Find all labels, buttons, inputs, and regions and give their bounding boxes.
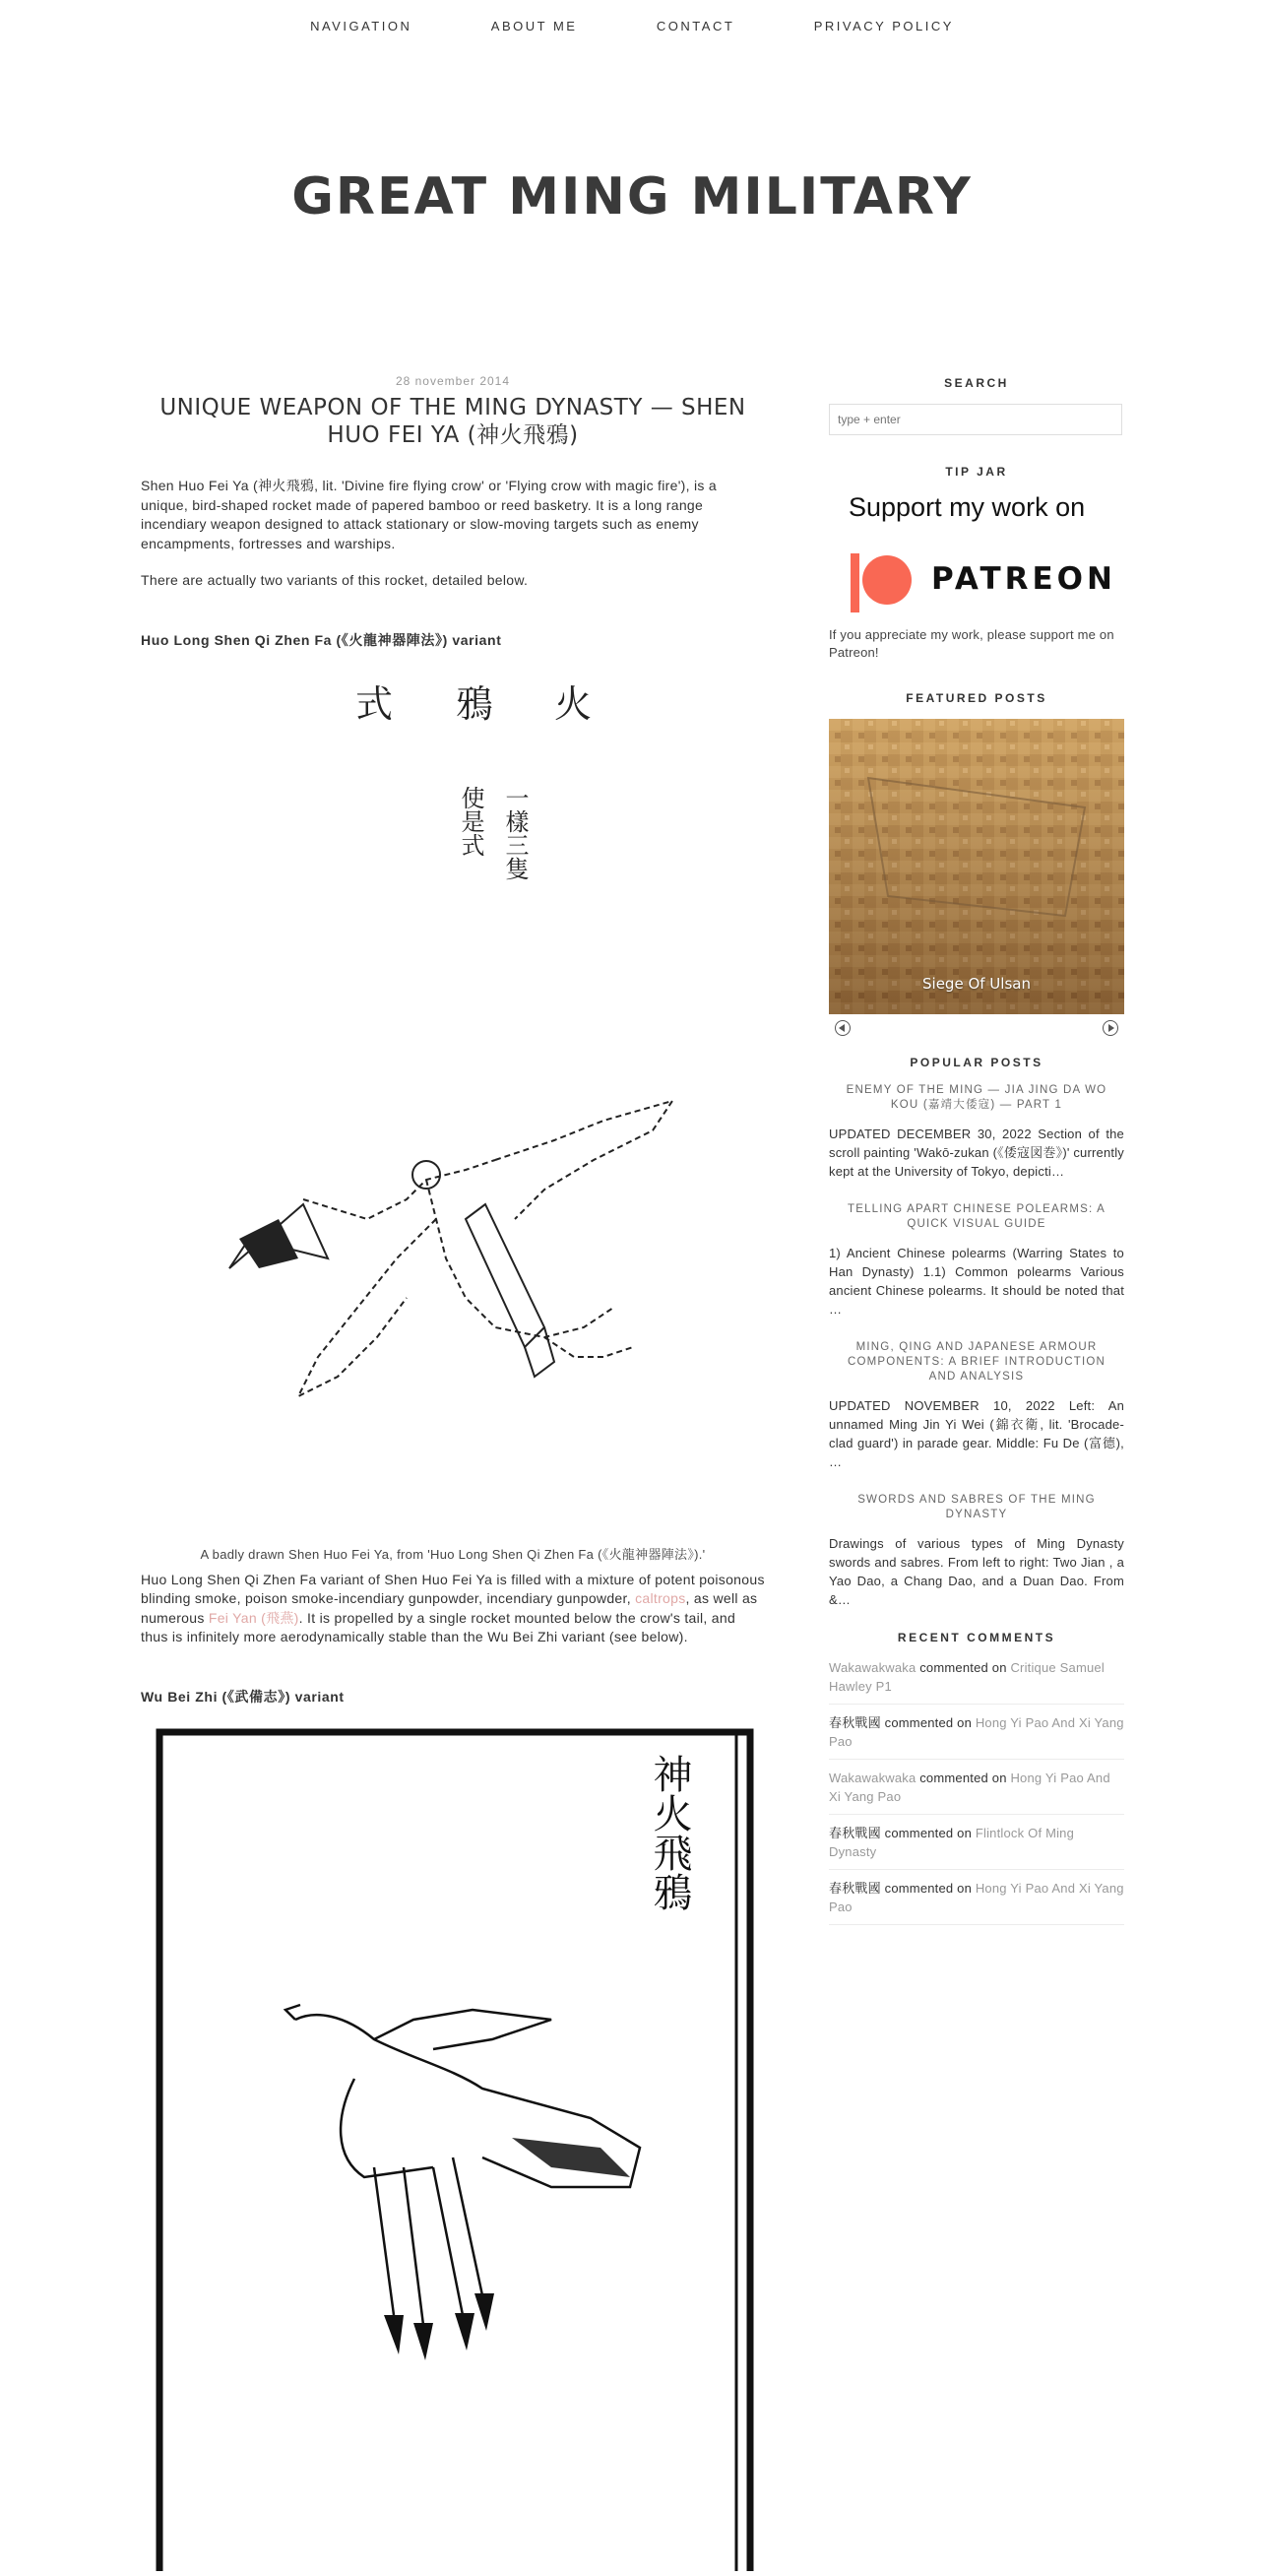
recent-comment [829, 1658, 1124, 1705]
tipjar-widget-title: TIP JAR [945, 465, 1008, 479]
comment-verb: commented on [919, 1660, 1007, 1675]
featured-post-slide[interactable] [829, 719, 1124, 1014]
search-input[interactable] [829, 404, 1122, 435]
comment-verb: commented on [884, 1715, 973, 1730]
comment-post-link[interactable]: Hong Yi Pao And Xi Yang Pao [829, 1881, 1124, 1914]
featured-post-image [829, 719, 1124, 1014]
patreon-logo-icon [862, 555, 912, 605]
comment-verb: commented on [919, 1771, 1007, 1785]
comment-post-link[interactable]: Hong Yi Pao And Xi Yang Pao [829, 1715, 1124, 1749]
nav-about-me[interactable]: ABOUT ME [490, 19, 578, 33]
popular-post-excerpt: 1) Ancient Chinese polearms (Warring States to Han Dynasty) 1.1) Common polearms Various ancient Chinese polearms. It should be noted that … [829, 1246, 1124, 1317]
popular-post-title[interactable]: SWORDS AND SABRES OF THE MING DYNASTY [857, 1494, 1096, 1520]
crow-drawing-illustration [141, 668, 765, 1514]
fig1-char-shi: 式 [355, 681, 394, 726]
comment-verb: commented on [884, 1826, 973, 1840]
slider-controls [829, 1016, 1124, 1046]
figure-wu-bei-zhi-crow-woodcut[interactable] [138, 1724, 762, 2571]
popular-post-title[interactable]: MING, QING AND JAPANESE ARMOUR COMPONENTS: A BRIEF INTRODUCTION AND ANALYSIS [847, 1341, 1106, 1383]
popular-post [829, 1083, 1124, 1181]
popular-posts-title: POPULAR POSTS [910, 1056, 1043, 1069]
patreon-banner[interactable] [829, 492, 1124, 620]
top-navigation [0, 18, 1264, 35]
fig2-title-vertical: 神火飛鴉 [647, 1753, 692, 1911]
popular-post [829, 1340, 1124, 1471]
recent-comments-title: RECENT COMMENTS [897, 1631, 1056, 1644]
popular-post [829, 1493, 1124, 1609]
comment-author-link[interactable]: Wakawakwaka [829, 1771, 916, 1785]
fig1-char-ya: 鴉 [456, 681, 494, 726]
site-title[interactable]: GREAT MING MILITARY [291, 167, 973, 226]
nav-contact[interactable]: CONTACT [656, 19, 735, 33]
popular-post-excerpt: UPDATED NOVEMBER 10, 2022 Left: An unnamed Ming Jin Yi Wei (錦衣衛, lit. 'Brocade-clad guard') in parade gear. Middle: Fu De (富德), … [829, 1398, 1124, 1469]
section1-body-part-a: Huo Long Shen Qi Zhen Fa variant of Shen Huo Fei Ya is filled with a mixture of potent poisonous blinding smoke, poison smoke-incendiary gunpowder, incendiary gunpowder, [141, 1571, 765, 1606]
popular-post [829, 1202, 1124, 1319]
link-fei-yan[interactable]: Fei Yan (飛燕) [208, 1609, 299, 1626]
comment-post-link[interactable]: Flintlock Of Ming Dynasty [829, 1826, 1075, 1859]
popular-post-title[interactable]: ENEMY OF THE MING — JIA JING DA WO KOU (嘉靖大倭寇) — PART 1 [846, 1084, 1107, 1111]
post-article [141, 374, 765, 2571]
featured-posts-title: FEATURED POSTS [906, 691, 1047, 705]
figure-huo-long-crow-drawing[interactable] [141, 668, 765, 1514]
fig1-note-1: 一樣三隻 [501, 785, 529, 880]
link-caltrops[interactable]: caltrops [635, 1590, 686, 1606]
recent-comment [829, 1713, 1124, 1760]
popular-post-excerpt: Drawings of various types of Ming Dynasty swords and sabres. From left to right: Two Jian , a Yao Dao, a Chang Dao, and a Duan Dao. From &… [829, 1536, 1124, 1607]
post-date: 28 november 2014 [395, 374, 511, 388]
comment-author: 春秋戰國 [829, 1881, 881, 1896]
recent-comment [829, 1824, 1124, 1870]
fig1-note-2: 使是式 [457, 785, 484, 857]
comment-author: 春秋戰國 [829, 1715, 881, 1730]
patreon-wordmark: PATREON [931, 561, 1116, 597]
fig1-char-huo: 火 [554, 681, 593, 726]
section-heading-huo-long: Huo Long Shen Qi Zhen Fa (《火龍神器陣法》) variant [141, 631, 502, 648]
comment-post-link[interactable]: Critique Samuel Hawley P1 [829, 1660, 1105, 1694]
comment-author: 春秋戰國 [829, 1826, 881, 1840]
recent-comment [829, 1879, 1124, 1925]
comment-post-link[interactable]: Hong Yi Pao And Xi Yang Pao [829, 1771, 1110, 1804]
section1-body-part-c: . It is propelled by a single rocket mounted below the crow's tail, and thus is infinitely more aerodynamically stable than the Wu Bei Zhi variant (see below). [141, 1609, 736, 1644]
patreon-logo-bar [851, 553, 859, 612]
section1-body [141, 1571, 765, 1647]
post-variants-note: There are actually two variants of this rocket, detailed below. [141, 572, 529, 588]
section-heading-wu-bei-zhi: Wu Bei Zhi (《武備志》) variant [141, 1688, 345, 1705]
featured-post-title: Siege Of Ulsan [922, 975, 1031, 993]
patreon-support-text: Support my work on [849, 492, 1086, 522]
woodcut-illustration [138, 1724, 768, 2571]
search-widget-title: SEARCH [944, 376, 1009, 390]
section1-body-part-b: , as well as numerous [141, 1590, 758, 1626]
comment-author-link[interactable]: Wakawakwaka [829, 1660, 916, 1675]
popular-post-title[interactable]: TELLING APART CHINESE POLEARMS: A QUICK VISUAL GUIDE [847, 1203, 1106, 1230]
popular-post-excerpt: UPDATED DECEMBER 30, 2022 Section of the scroll painting 'Wakō-zukan (《倭寇図巻》)' currently kept at the University of Tokyo, depicti… [829, 1127, 1124, 1179]
nav-navigation[interactable]: NAVIGATION [310, 19, 412, 33]
recent-comment [829, 1769, 1124, 1815]
sidebar [829, 376, 1124, 1934]
figure1-caption: A badly drawn Shen Huo Fei Ya, from 'Huo Long Shen Qi Zhen Fa (《火龍神器陣法》).' [200, 1546, 706, 1562]
slider-prev-arrow-icon[interactable] [835, 1020, 851, 1036]
post-intro: Shen Huo Fei Ya (神火飛鴉, lit. 'Divine fire flying crow' or 'Flying crow with magic fire'), is a unique, bird-shaped rocket made of papered bamboo or reed basketry. It is a long range incendiary weapon designed to attack stationary or slow-moving targets such as enemy encampments, fortresses and warships. [141, 478, 718, 551]
slider-next-arrow-icon[interactable] [1103, 1020, 1118, 1036]
patreon-appeal-text: If you appreciate my work, please support me on Patreon! [829, 627, 1114, 660]
comment-verb: commented on [884, 1881, 973, 1896]
post-title: UNIQUE WEAPON OF THE MING DYNASTY — SHEN HUO FEI YA (神火飛鴉) [159, 395, 746, 448]
nav-privacy-policy[interactable]: PRIVACY POLICY [813, 19, 954, 33]
